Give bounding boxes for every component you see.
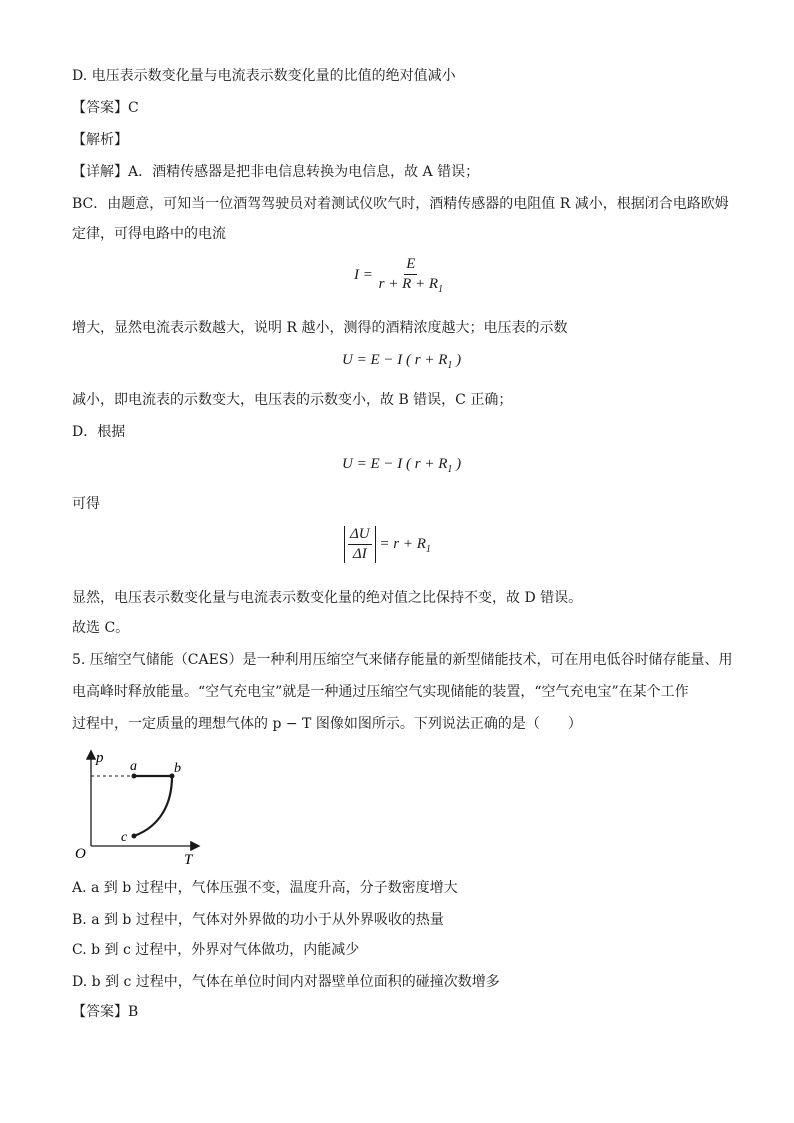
decrease-line: 减小，即电流表的示数变大，电压表的示数变小，故 B 错误，C 正确； xyxy=(72,392,513,408)
origin-label: O xyxy=(75,846,86,862)
eq-delta-u: ΔU xyxy=(348,526,372,545)
answer-label-2: 【答案】B xyxy=(72,1004,139,1020)
eq-i-lhs: I = xyxy=(354,266,373,283)
question5-line-2: 电高峰时释放能量。“空气充电宝”就是一种通过压缩空气实现储能的装置，“空气充电宝”在某个工作 xyxy=(72,684,689,700)
p-t-graph xyxy=(66,748,206,866)
eq-ratio-rhs: = $r + R_1$ xyxy=(379,535,431,555)
option-d: D. b 到 c 过程中，气体在单位时间内对器壁单位面积的碰撞次数增多 xyxy=(72,974,500,990)
point-c-dot xyxy=(132,834,137,839)
question5-line-3: 过程中，一定质量的理想气体的 p − T 图像如图所示。下列说法正确的是（ ） xyxy=(72,716,582,732)
axis-t-label: T xyxy=(184,852,193,866)
equation-current xyxy=(354,256,445,295)
guxuan-line: 故选 C。 xyxy=(72,620,130,636)
option-b: B. a 到 b 过程中，气体对外界做的功小于从外界吸收的热量 xyxy=(72,912,444,928)
kede-line: 可得 xyxy=(72,496,100,512)
equation-voltage-2: U = E − I ( $r + R_1$ ) xyxy=(342,456,462,475)
curve-b-c xyxy=(134,776,172,836)
equation-ratio xyxy=(344,526,431,563)
bc-line-1: BC．由题意，可知当一位酒驾驾驶员对着测试仪吹气时，酒精传感器的电阻值 R 减小，根据闭合电路欧姆 xyxy=(72,196,729,212)
equation-voltage-1: U = E − I ( $r + R_1$ ) xyxy=(342,352,462,371)
eq-i-fraction xyxy=(377,256,445,295)
eq-i-numerator: E xyxy=(404,256,417,275)
detail-line: 【详解】A．酒精传感器是把非电信息转换为电信息，故 A 错误； xyxy=(72,164,480,180)
axis-p-label: p xyxy=(96,750,104,766)
prev-option-d: D. 电压表示数变化量与电流表示数变化量的比值的绝对值减小 xyxy=(72,68,456,84)
question5-line-1: 5. 压缩空气储能（CAES）是一种利用压缩空气来储存能量的新型储能技术，可在用电低谷时储存能量、用 xyxy=(72,652,733,668)
point-a-dot xyxy=(132,774,137,779)
eq-i-denominator: $r + R + R_1$ xyxy=(378,276,444,295)
label-c: c xyxy=(121,830,128,845)
eq-delta-i: ΔI xyxy=(352,546,367,562)
label-b: b xyxy=(174,761,181,776)
d-basis-line: D．根据 xyxy=(72,424,126,440)
answer-label-1: 【答案】C xyxy=(72,100,139,116)
bc-line-2: 定律，可得电路中的电流 xyxy=(72,226,226,242)
label-a: a xyxy=(130,759,137,774)
option-a: A. a 到 b 过程中，气体压强不变，温度升高，分子数密度增大 xyxy=(72,880,458,896)
xianran-line: 显然，电压表示数变化量与电流表示数变化量的绝对值之比保持不变，故 D 错误。 xyxy=(72,590,583,606)
analysis-label: 【解析】 xyxy=(72,132,128,148)
option-c: C. b 到 c 过程中，外界对气体做功，内能减少 xyxy=(72,942,360,958)
increase-line: 增大，显然电流表示数越大，说明 R 越小，测得的酒精浓度越大；电压表的示数 xyxy=(72,320,568,336)
abs-value xyxy=(344,526,376,563)
